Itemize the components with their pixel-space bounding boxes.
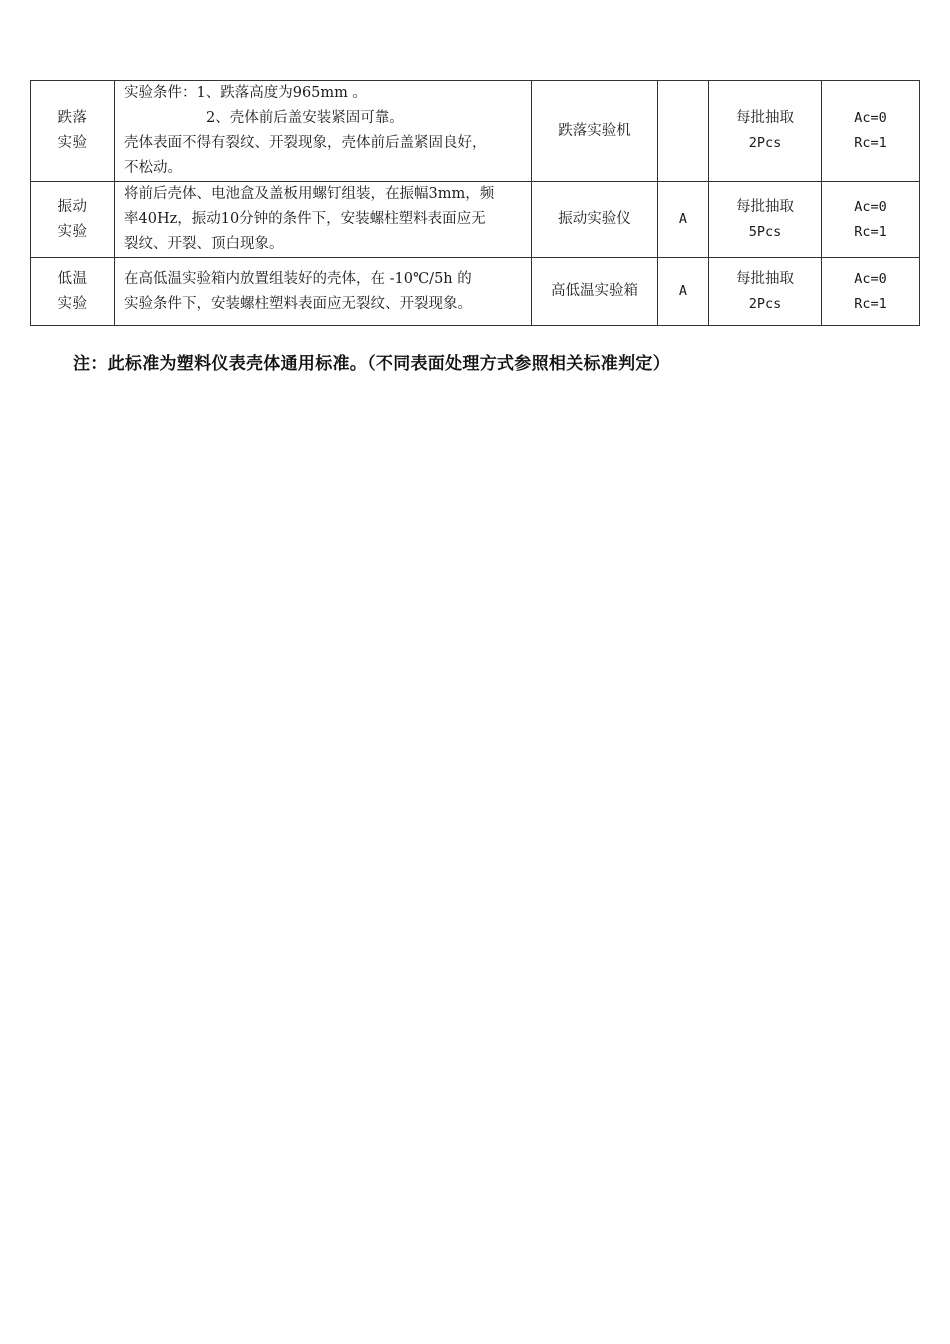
test-item-line: 实验 <box>57 223 88 240</box>
standard-note: 注：此标准为塑料仪表壳体通用标准。（不同表面处理方式参照相关标准判定） <box>73 354 670 374</box>
test-description-cell <box>115 258 532 326</box>
criteria-cell <box>822 182 920 258</box>
description-line: 在高低温实验箱内放置组装好的壳体，在 -10℃/5h 的 <box>124 270 472 287</box>
table-row-drop-test <box>31 81 920 182</box>
description-line: 将前后壳体、电池盒及盖板用螺钉组装，在振幅3mm，频 <box>124 186 495 202</box>
table-row-vibration-test <box>31 182 920 258</box>
sampling-cell <box>709 81 822 182</box>
description-line: 2、壳体前后盖安装紧固可靠。 <box>206 110 404 126</box>
criteria-line: Ac=0 <box>854 198 887 215</box>
test-item-cell <box>31 258 115 326</box>
test-description-cell <box>115 182 532 258</box>
description-line: 实验条件下，安装螺柱塑料表面应无裂纹、开裂现象。 <box>124 295 472 312</box>
test-description-cell <box>115 81 532 182</box>
equipment-cell: 跌落实验机 <box>532 81 658 182</box>
criteria-line: Ac=0 <box>854 110 887 126</box>
criteria-line: Rc=1 <box>854 135 887 151</box>
sampling-line: 2Pcs <box>748 135 782 151</box>
sampling-line: 每批抽取 <box>736 198 794 215</box>
sampling-cell <box>709 258 822 326</box>
level-cell: A <box>658 258 709 326</box>
description-line: 率40Hz，振动10分钟的条件下，安装螺柱塑料表面应无 <box>124 211 486 227</box>
test-item-line: 跌落 <box>57 110 88 126</box>
level-cell <box>658 81 709 182</box>
equipment-cell: 高低温实验箱 <box>532 258 658 326</box>
criteria-line: Ac=0 <box>854 270 887 287</box>
sampling-cell <box>709 182 822 258</box>
criteria-line: Rc=1 <box>854 223 887 240</box>
sampling-line: 5Pcs <box>748 223 782 240</box>
test-item-line: 实验 <box>57 295 88 312</box>
sampling-line: 每批抽取 <box>736 110 794 126</box>
sampling-line: 每批抽取 <box>736 270 794 287</box>
description-line: 实验条件：1、跌落高度为965mm 。 <box>124 85 368 101</box>
test-item-cell <box>31 81 115 182</box>
description-line: 不松动。 <box>124 160 182 176</box>
test-item-line: 实验 <box>57 135 88 151</box>
criteria-cell <box>822 81 920 182</box>
table-row-low-temp-test <box>31 258 920 326</box>
level-cell: A <box>658 182 709 258</box>
sampling-line: 2Pcs <box>748 295 782 312</box>
test-spec-table <box>30 80 920 326</box>
criteria-cell <box>822 258 920 326</box>
criteria-line: Rc=1 <box>854 295 887 312</box>
description-line: 壳体表面不得有裂纹、开裂现象，壳体前后盖紧固良好， <box>124 135 487 151</box>
test-item-cell <box>31 182 115 258</box>
test-item-line: 低温 <box>57 270 88 287</box>
equipment-cell: 振动实验仪 <box>532 182 658 258</box>
test-item-line: 振动 <box>57 198 88 215</box>
description-line: 裂纹、开裂、顶白现象。 <box>124 236 284 252</box>
